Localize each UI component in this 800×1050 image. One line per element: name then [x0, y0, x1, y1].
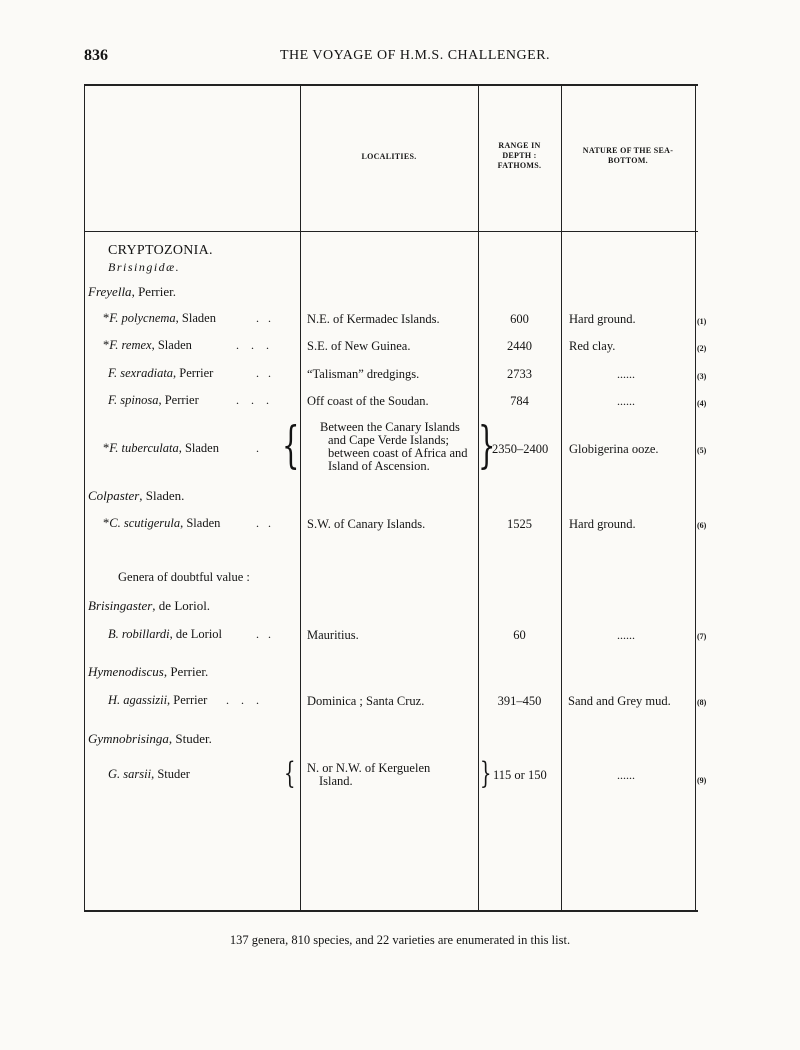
leader-dots: . . — [256, 627, 271, 641]
depth: 2440 — [507, 339, 532, 353]
footnote-ref: (6) — [697, 521, 707, 530]
leader-dots: . . . — [226, 693, 259, 707]
depth: 2733 — [507, 367, 532, 381]
sea-bottom: Hard ground. — [569, 517, 636, 531]
running-title: THE VOYAGE OF H.M.S. CHALLENGER. — [279, 48, 551, 63]
footnote-ref: (8) — [697, 698, 707, 707]
leader-dots: . . . — [236, 338, 269, 352]
sea-bottom: ...... — [617, 768, 635, 782]
locality: S.E. of New Guinea. — [307, 339, 411, 353]
footnote-ref: (2) — [697, 344, 707, 353]
genus-row: Gymnobrisinga, Studer. — [88, 731, 212, 746]
leader-dots: . . — [256, 311, 271, 325]
sea-bottom: Red clay. — [569, 339, 616, 353]
species-name: *F. tuberculata, Sladen — [103, 441, 219, 455]
leader-dots: . — [256, 441, 259, 455]
sea-bottom: ...... — [617, 628, 635, 642]
sea-bottom: Hard ground. — [569, 312, 636, 326]
footnote-ref: (7) — [697, 632, 707, 641]
page-number: 836 — [84, 47, 108, 64]
species-name: *F. remex, Sladen — [103, 338, 192, 352]
sea-bottom: ...... — [617, 367, 635, 381]
depth: 600 — [510, 312, 529, 326]
column-header-localities: LOCALITIES. — [361, 152, 417, 161]
summary-note: 137 genera, 810 species, and 22 varieties are enumerated in this list. — [229, 933, 571, 947]
leader-dots: . . . — [236, 393, 269, 407]
footnote-ref: (3) — [697, 372, 707, 381]
right-brace: } — [480, 756, 492, 791]
depth: 115 or 150 — [493, 768, 547, 782]
leader-dots: . . — [256, 516, 271, 530]
leader-dots: . . — [256, 366, 271, 380]
section-title: CRYPTOZONIA. — [108, 243, 213, 258]
footnote-ref: (5) — [697, 446, 707, 455]
genus-row: Brisingaster, de Loriol. — [88, 598, 211, 613]
left-brace: { — [284, 756, 296, 791]
genus-row: Freyella, Perrier. — [88, 284, 176, 299]
family-title: Brisingidæ. — [108, 260, 181, 274]
species-name: *C. scutigerula, Sladen — [103, 516, 221, 530]
locality: Dominica ; Santa Cruz. — [307, 694, 425, 708]
sea-bottom: ...... — [617, 394, 635, 408]
locality: Off coast of the Soudan. — [307, 394, 429, 408]
depth: 60 — [513, 628, 526, 642]
sea-bottom: Globigerina ooze. — [569, 442, 659, 456]
column-header-sea-bottom: NATURE OF THE SEA- BOTTOM. — [582, 146, 674, 165]
depth: 2350–2400 — [492, 442, 549, 456]
left-brace: { — [282, 416, 300, 474]
locality: N.E. of Kermadec Islands. — [307, 312, 440, 326]
subheading: Genera of doubtful value : — [118, 570, 250, 584]
depth: 1525 — [507, 517, 532, 531]
footnote-ref: (4) — [697, 399, 707, 408]
depth: 784 — [510, 394, 529, 408]
locality: N. or N.W. of Kerguelen Island. — [307, 761, 431, 788]
right-brace: } — [478, 416, 496, 474]
locality: “Talisman” dredgings. — [307, 367, 420, 381]
species-name: G. sarsii, Studer — [108, 767, 190, 781]
depth: 391–450 — [497, 694, 542, 708]
species-name: F. sexradiata, Perrier — [108, 366, 214, 380]
genus-row: Hymenodiscus, Perrier. — [88, 664, 209, 679]
species-name: B. robillardi, de Loriol — [108, 627, 223, 641]
locality: Mauritius. — [307, 628, 359, 642]
genus-row: Colpaster, Sladen. — [88, 488, 185, 503]
species-name: H. agassizii, Perrier — [108, 693, 208, 707]
footnote-ref: (1) — [697, 317, 707, 326]
footnote-ref: (9) — [697, 776, 707, 785]
species-name: *F. polycnema, Sladen — [103, 311, 216, 325]
sea-bottom: Sand and Grey mud. — [568, 694, 671, 708]
species-name: F. spinosa, Perrier — [108, 393, 199, 407]
locality: S.W. of Canary Islands. — [307, 517, 426, 531]
column-header-depth: RANGE IN DEPTH : FATHOMS. — [497, 141, 542, 170]
locality: Between the Canary Islands and Cape Verde Islands; between coast of Africa and Island of Ascension. — [320, 420, 468, 473]
